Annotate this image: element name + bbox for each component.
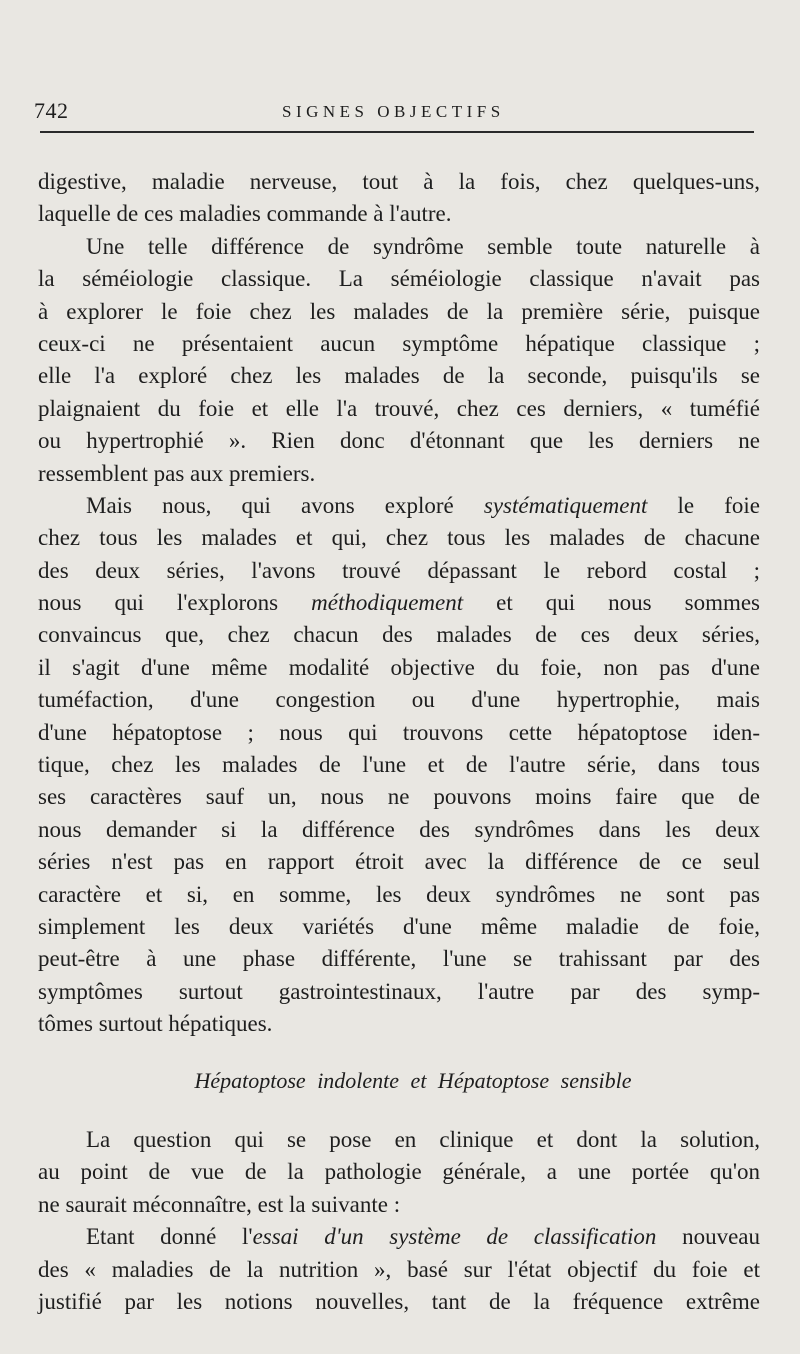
text-fragment: nouveau (656, 1224, 760, 1250)
section-heading: Hépatoptose indolente et Hépatoptose sensible (194, 1068, 632, 1093)
text-line (38, 587, 760, 619)
text-line: nous demander si la différence des syndrômes dans les deux (38, 816, 760, 842)
text-line: ne saurait méconnaître, est la suivante : (38, 1191, 401, 1217)
text-run: Mais nous, qui avons exploré (86, 492, 454, 518)
text-line: il s'agit d'une même modalité objective du foie, non pas d'une (38, 654, 760, 680)
italic-run: méthodiquement (311, 590, 464, 616)
italic-run: essai d'un système de classification (252, 1224, 657, 1250)
text-line: peut-être à une phase différente, l'une se trahissant par des (38, 946, 760, 972)
text-line: justifié par les notions nouvelles, tant de la fréquence extrême (38, 1288, 760, 1314)
text-fragment: Etant donné l' (86, 1224, 253, 1250)
text-line: Une telle différence de syndrôme semble toute naturelle à (86, 233, 760, 259)
text-line (38, 490, 760, 522)
italic-run: systématiquement (483, 492, 648, 518)
text-run: et qui nous sommes (496, 590, 761, 616)
main-text (38, 166, 760, 1041)
header-rule (40, 131, 754, 133)
page-header (34, 98, 754, 128)
text-line: symptômes surtout gastrointestinaux, l'autre par des symp- (38, 978, 760, 1004)
text-line: chez tous les malades et qui, chez tous les malades de chacune (38, 525, 760, 551)
text-line: ou hypertrophié ». Rien donc d'étonnant que les derniers ne (38, 428, 760, 454)
text-line: à explorer le foie chez les malades de la première série, puisque (38, 298, 760, 324)
text-line: ressemblent pas aux premiers. (38, 460, 316, 486)
page-number: 742 (34, 98, 69, 123)
text-line: tuméfaction, d'une congestion ou d'une hypertrophie, mais (38, 687, 760, 713)
text-line: la séméiologie classique. La séméiologie classique n'avait pas (38, 266, 760, 292)
text-line: au point de vue de la pathologie générale, a une portée qu'on (38, 1159, 760, 1185)
text-line: tique, chez les malades de l'une et de l'autre série, dans tous (38, 752, 760, 778)
text-line: ses caractères sauf un, nous ne pouvons moins faire que de (38, 784, 760, 810)
text-line: laquelle de ces maladies commande à l'autre. (38, 201, 452, 227)
text-line (38, 1221, 760, 1253)
text-line: elle l'a exploré chez les malades de la seconde, puisqu'ils se (38, 363, 760, 389)
main-text-continued (38, 1124, 760, 1318)
text-run: nous qui l'explorons (38, 590, 279, 616)
text-run: le foie (677, 492, 761, 518)
text-line: plaignaient du foie et elle l'a trouvé, chez ces derniers, « tuméfié (38, 395, 760, 421)
text-line: La question qui se pose en clinique et dont la solution, (86, 1127, 760, 1152)
text-run (86, 1224, 760, 1249)
text-line: digestive, maladie nerveuse, tout à la fois, chez quelques-uns, (38, 169, 760, 194)
text-line: d'une hépatoptose ; nous qui trouvons cette hépatoptose iden- (38, 719, 760, 745)
text-line: caractère et si, en somme, les deux syndrômes ne sont pas (38, 881, 760, 907)
text-line: des deux séries, l'avons trouvé dépassant le rebord costal ; (38, 557, 760, 583)
text-line: simplement les deux variétés d'une même maladie de foie, (38, 913, 760, 939)
text-line: ceux-ci ne présentaient aucun symptôme hépatique classique ; (38, 330, 760, 356)
text-line: des « maladies de la nutrition », basé sur l'état objectif du foie et (38, 1256, 760, 1282)
text-line: convaincus que, chez chacun des malades de ces deux séries, (38, 622, 760, 648)
text-line: tômes surtout hépatiques. (38, 1011, 273, 1037)
running-title: SIGNES OBJECTIFS (282, 102, 505, 121)
text-line: séries n'est pas en rapport étroit avec la différence de ce seul (38, 849, 760, 875)
